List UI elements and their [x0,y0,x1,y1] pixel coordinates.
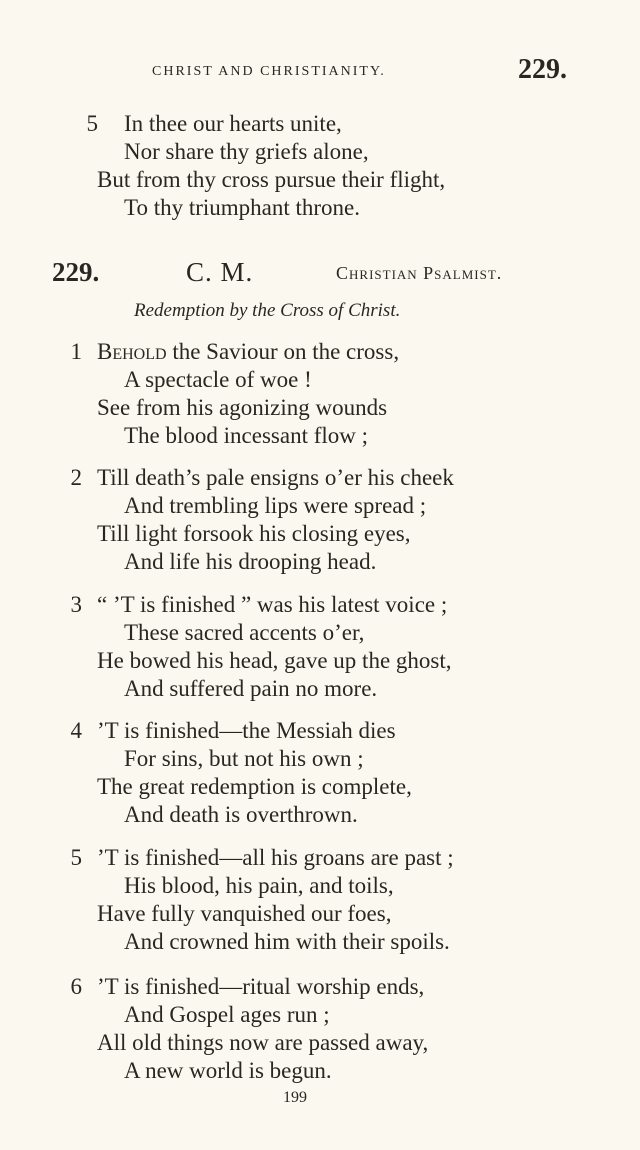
stanza-line: And trembling lips were spread ; [124,493,427,518]
first-word: Behold [97,339,167,364]
stanza-line: These sacred accents o’er, [124,620,365,645]
stanza-number: 1 [70,339,82,364]
hymn-meter: C. M. [186,257,254,287]
hymn-number: 229. [52,257,100,287]
stanza-line: And crowned him with their spoils. [124,929,450,954]
stanza-line: And death is overthrown. [124,802,358,827]
stanza-number: 2 [70,465,82,490]
stanza-number: 5 [86,111,98,136]
stanza-line: And life his drooping head. [124,549,377,574]
stanza-line: “ ’T is finished ” was his latest voice ; [97,592,448,617]
stanza-line: Till death’s pale ensigns o’er his cheek [97,465,454,490]
stanza-number: 6 [70,974,82,999]
stanza-line: Nor share thy griefs alone, [124,139,369,164]
stanza-line: The great redemption is complete, [97,774,412,799]
stanza-line: He bowed his head, gave up the ghost, [97,648,452,673]
page-number: 199 [283,1089,307,1106]
stanza-line: The blood incessant flow ; [124,423,369,448]
stanza-line: ’T is finished—all his groans are past ; [97,845,454,870]
running-title: CHRIST AND CHRISTIANITY. [152,64,386,79]
stanza-line: His blood, his pain, and toils, [124,873,394,898]
stanza-line: Have fully vanquished our foes, [97,901,392,926]
stanza-line: But from thy cross pursue their flight, [97,167,446,192]
stanza-line: For sins, but not his own ; [124,746,364,771]
stanza-line: A spectacle of woe ! [124,367,312,392]
running-header [0,54,640,88]
stanza-line: A new world is begun. [124,1058,332,1083]
stanza-line: To thy triumphant throne. [124,195,361,220]
stanza-line: In thee our hearts unite, [124,111,342,136]
stanza-line: And Gospel ages run ; [124,1002,330,1027]
running-hymn-number: 229. [518,54,567,85]
stanza-line: Till light forsook his closing eyes, [97,521,411,546]
hymn-source: Christian Psalmist. [336,263,503,283]
hymn-heading [0,257,640,293]
stanza-line: All old things now are passed away, [97,1030,429,1055]
stanza-line: ’T is finished—ritual worship ends, [97,974,425,999]
stanza-line: ’T is finished—the Messiah dies [97,718,396,743]
hymn-subtitle: Redemption by the Cross of Christ. [134,300,401,321]
stanza-number: 5 [70,845,82,870]
stanza-line: Behold the Saviour on the cross, [97,339,400,364]
stanza-number: 4 [70,718,82,743]
stanza-line: See from his agonizing wounds [97,395,388,420]
stanza-number: 3 [70,592,82,617]
stanza-line: And suffered pain no more. [124,676,378,701]
